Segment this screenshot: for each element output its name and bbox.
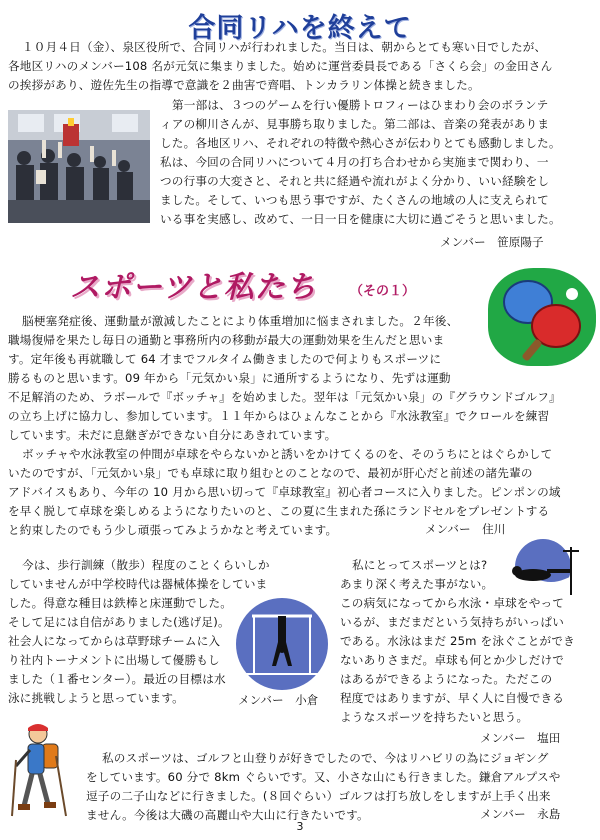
article4-line-5: である。水泳はまだ 25m を泳ぐことができ [340, 634, 575, 648]
article3-line-8: 泳に挑戦しようと思っています。 [8, 691, 184, 705]
article4-line-3: この病気になってから水泳・卓球をやって [340, 596, 565, 610]
article4-line-6: ないありさまだ。卓球も何とか少しだけで [340, 653, 565, 667]
article4-signature: メンバー 塩田 [480, 731, 561, 745]
article1-title: 合同リハを終えて [188, 13, 412, 44]
article1-line-2: 各地区リハのメンバー108 名が元気に集まりました。始めに運営委員長である「さくら会」の金田さん [8, 59, 553, 73]
rehab-event-photo [8, 110, 150, 223]
article5-line-4: ません。今後は大磯の高麗山や大山に行きたいです。 [86, 808, 369, 822]
article2-line-8: ボッチャや水泳教室の仲間が卓球をやらないかと誘いをかけてくるのを、そのうちにとはぐらかして [22, 447, 553, 461]
article2-signature: メンバー 住川 [425, 522, 506, 536]
article1-signature: メンバー 笹原陽子 [440, 235, 544, 249]
article5-signature: メンバー 永島 [480, 807, 561, 821]
article5-line-2: をしています。60 分で 8km ぐらいです。又、小さな山にも行きました。鎌倉アルプスや [86, 770, 561, 784]
article2-subtitle: （その１） [350, 284, 416, 299]
article1-line-6: した。各地区リハ、それぞれの特徴や熱心さが伝わりとても感動しました。 [160, 136, 561, 150]
swimmer-icon [503, 537, 583, 597]
article5-line-3: 逗子の二子山などに行きました。(８回ぐらい）ゴルフは打ち放しをしますが上手く出来 [86, 789, 551, 803]
article1-line-1: １０月４日（金）、泉区役所で、合同リハが行われました。当日は、朝からとても寒い日でしたが、 [22, 40, 547, 54]
ping-pong-paddles-icon [488, 268, 596, 366]
article1-line-4: 第一部は、３つのゲームを行い優勝トロフィーはひまわり会のボランテ [172, 98, 549, 112]
article2-line-4: 勝るものと思います。09 年から「元気かい泉」に通所するようになり、先ずは運動 [8, 371, 451, 385]
article4-line-4: いるが、まだまだという気持ちがいっぱい [340, 615, 565, 629]
article4-line-1: 私にとってスポーツとは? [352, 558, 488, 572]
article4-line-9: ようなスポーツを持ちたいと思う。 [340, 710, 529, 724]
article1-line-8: つの行事の大変さと、それと共に経過や流れがよく分かり、いい経験をし [160, 174, 550, 188]
article2-line-2: 職場復帰を果たし毎日の通勤と事務所内の移動が最大の運動効果を生んだと思いま [8, 333, 445, 347]
article4-line-7: はあるができるようになった。ただこの [340, 672, 553, 686]
article2-line-6: の立ち上げに協力し、参加しています。１１年からはひょんなことから『水泳教室』でクロールを練習 [8, 409, 550, 423]
article4-line-8: 程度ではありますが、早く人に自慢できる [340, 691, 565, 705]
article1-line-5: ィアの柳川さんが、見事勝ち取りました。第二部は、音楽の発表がありま [160, 117, 550, 131]
page-number: 3 [296, 820, 304, 833]
article3-line-6: り社内トーナメントに出場して優勝もし [8, 653, 220, 667]
article3-line-7: ました（１番センター）。最近の目標は水 [8, 672, 226, 686]
article2-line-11: を早く脱して卓球を楽しめるようになりたいのと、この夏に生まれた孫にランドセルをプレゼントする [8, 504, 550, 518]
article1-line-9: ました。そして、いつも思う事ですが、たくさんの地域の人に支えられて [160, 193, 549, 207]
article2-line-5: 不足解消のため、ラボールで『ボッチャ』を始めました。翌年は「元気かい泉」の『グラウンドゴルフ』 [8, 390, 561, 404]
hiker-icon [8, 720, 70, 820]
article2-title: スポーツと私たち [70, 270, 317, 305]
article4-line-2: あまり深く考えた事がない。 [340, 577, 494, 591]
article2-line-10: アドバイスもあり、今年の 10 月から思い切って『卓球教室』初心者コースに入りました。ピンポンの域 [8, 485, 561, 499]
article3-line-5: 社会人になってからは草野球チームに入 [8, 634, 221, 648]
article1-line-3: の挨拶があり、遊佐先生の指導で意識を２曲害で齊唱、トンカラリン体操と続きました。 [8, 78, 480, 92]
article1-line-10: いる事を実感し、改めて、一日一日を健康に大切に過ごそうと思いました。 [160, 212, 561, 226]
article3-signature: メンバー 小倉 [238, 693, 319, 707]
article3-line-2: していませんが中学校時代は器械体操をしていま [8, 577, 268, 591]
article3-line-3: した。得意な種目は鉄棒と床運動でした。 [8, 596, 233, 610]
article5-line-1: 私のスポーツは、ゴルフと山登りが好きでしたので、今はリハビリの為にジョギング [102, 751, 549, 765]
gymnast-icon [232, 594, 332, 694]
article2-line-3: す。定年後も再就職して 64 才までフルタイム働きましたので何よりもスポーツに [8, 352, 442, 366]
article2-line-12: と約束したのでもう少し頑張ってみようかなと考えています。 [8, 523, 338, 537]
article1-line-7: 私は、今回の合同リハについて４月の打ち合わせから実施まで関わり、一 [160, 155, 549, 169]
article2-line-9: いたのですが、「元気かい泉」でも卓球に取り組むとのことなので、最初が肝心だと前述の諸先輩の [8, 466, 533, 480]
article2-line-7: しています。未だに息継ぎができない自分にあきれています。 [8, 428, 337, 442]
article3-line-4: そして足には自信がありました(逃げ足)。 [8, 615, 230, 629]
article3-line-1: 今は、歩行訓練（散歩）程度のことくらいしか [22, 558, 270, 572]
article2-line-1: 脳梗塞発症後、運動量が激減したことにより体重増加に悩まされました。２年後、 [22, 314, 459, 328]
